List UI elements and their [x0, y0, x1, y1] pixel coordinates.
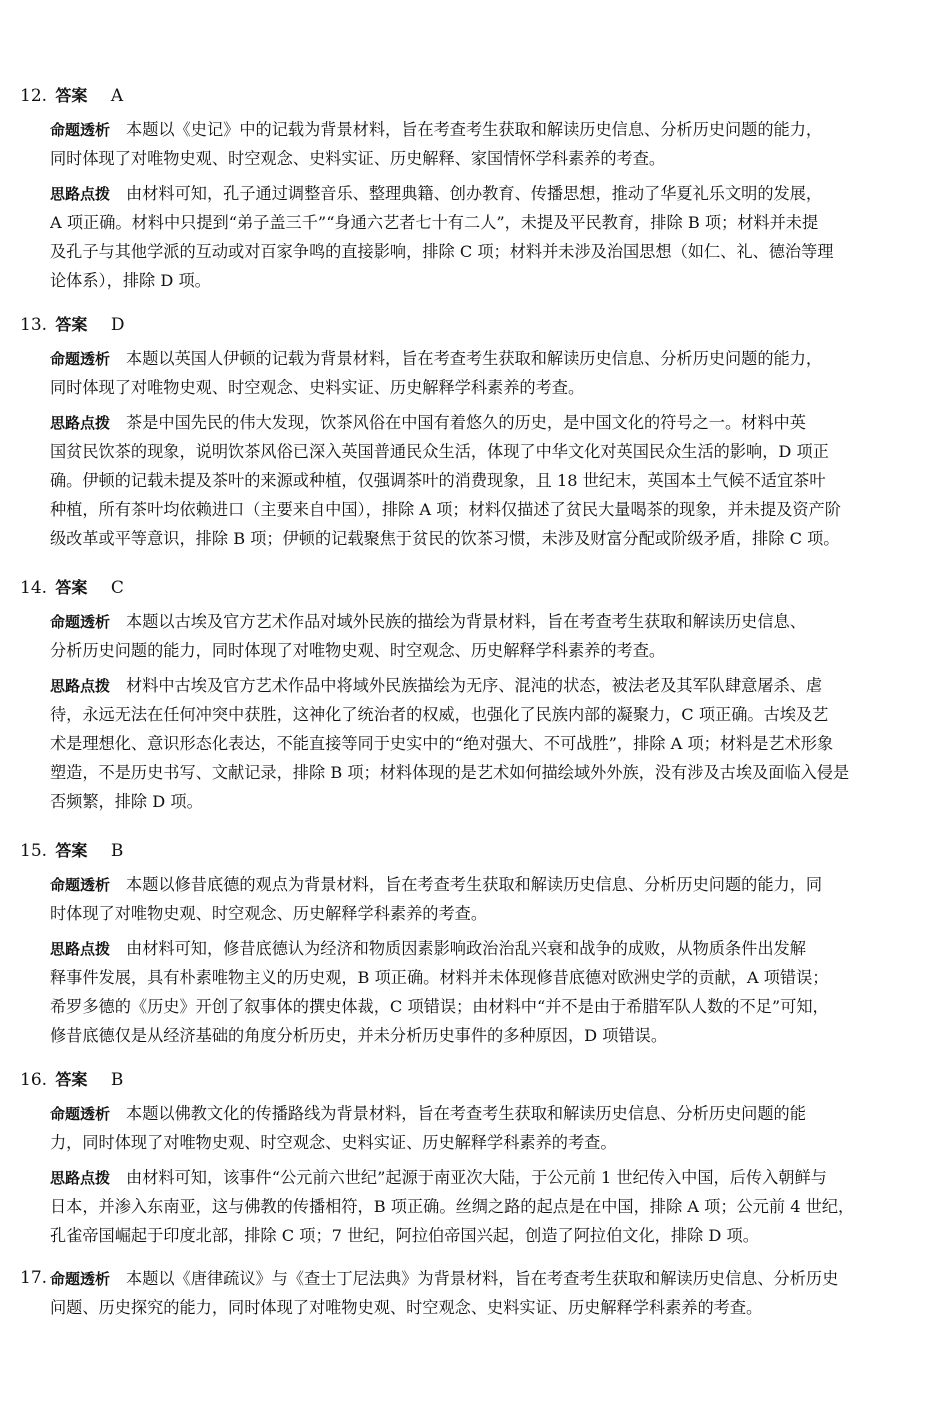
hint-text: 由材料可知，修昔底德认为经济和物质因素影响政治治乱兴衰和战争的成败，从物质条件出发解: [126, 939, 806, 958]
answer-value: A: [110, 86, 124, 106]
analysis-text: 本题以《唐律疏议》与《查士丁尼法典》为背景材料，旨在考查考生获取和解读历史信息、分析历史: [126, 1269, 839, 1288]
hint-text: 释事件发展，具有朴素唯物主义的历史观，B 项正确。材料并未体现修昔底德对欧洲史学的贡献，A 项错误；: [50, 968, 829, 987]
analysis-text: 同时体现了对唯物史观、时空观念、史料实证、历史解释、家国情怀学科素养的考查。: [50, 149, 666, 168]
hint-text: 茶是中国先民的伟大发现，饮茶风俗在中国有着悠久的历史，是中国文化的符号之一。材料中英: [126, 413, 806, 432]
analysis-label: 命题透析: [50, 1105, 111, 1123]
hint-text: 种植，所有茶叶均依赖进口（主要来自中国），排除 A 项；材料仅描述了贫民大量喝茶的现象，并未提及资产阶: [50, 500, 841, 519]
question-number: 15.: [20, 841, 48, 861]
answer-label: 答案: [55, 578, 88, 597]
hint-label: 思路点拨: [50, 940, 111, 958]
answer-value: B: [110, 841, 124, 861]
analysis-block: [50, 115, 930, 173]
hint-text: 否频繁，排除 D 项。: [50, 792, 203, 811]
hint-label: 思路点拨: [50, 185, 111, 203]
hint-text: 级改革或平等意识，排除 B 项；伊顿的记载聚焦于贫民的饮茶习惯，未涉及财富分配或阶级矛盾，排除 C 项。: [50, 529, 840, 548]
hint-text: 论体系），排除 D 项。: [50, 271, 211, 290]
hint-text: 待，永远无法在任何冲突中获胜，这神化了统治者的权威，也强化了民族内部的凝聚力，C 项正确。古埃及艺: [50, 705, 829, 724]
hint-text: 材料中古埃及官方艺术作品中将域外民族描绘为无序、混沌的状态，被法老及其军队肆意屠杀、虐: [126, 676, 823, 695]
question-number: 12.: [20, 86, 48, 106]
question-header: [20, 82, 123, 110]
hint-text: 塑造，不是历史书写、文献记录，排除 B 项；材料体现的是艺术如何描绘域外外族，没有涉及古埃及面临入侵是: [50, 763, 850, 782]
analysis-text: 时体现了对唯物史观、时空观念、历史解释学科素养的考查。: [50, 904, 488, 923]
analysis-text: 同时体现了对唯物史观、时空观念、史料实证、历史解释学科素养的考查。: [50, 378, 585, 397]
analysis-text: 问题、历史探究的能力，同时体现了对唯物史观、时空观念、史料实证、历史解释学科素养的考查。: [50, 1298, 763, 1317]
hint-text: 国贫民饮茶的现象，说明饮茶风俗已深入英国普通民众生活，体现了中华文化对英国民众生活的影响，D 项正: [50, 442, 829, 461]
hint-label: 思路点拨: [50, 677, 111, 695]
analysis-block: [50, 607, 930, 665]
question-number: 14.: [20, 578, 48, 598]
question-header: [20, 1066, 123, 1094]
question-header: [20, 574, 124, 602]
hint-block: [50, 671, 930, 816]
analysis-text: 本题以修昔底德的观点为背景材料，旨在考查考生获取和解读历史信息、分析历史问题的能力，同: [126, 875, 823, 894]
hint-text: 及孔子与其他学派的互动或对百家争鸣的直接影响，排除 C 项；材料并未涉及治国思想（如仁、礼、德治等理: [50, 242, 834, 261]
question-number: 13.: [20, 315, 48, 335]
hint-text: 孔雀帝国崛起于印度北部，排除 C 项；7 世纪，阿拉伯帝国兴起，创造了阿拉伯文化，排除 D 项。: [50, 1226, 759, 1245]
hint-text: 日本，并渗入东南亚，这与佛教的传播相符，B 项正确。丝绸之路的起点是在中国，排除 A 项；公元前 4 世纪，: [50, 1197, 855, 1216]
question-header: [20, 1264, 50, 1293]
answer-label: 答案: [55, 1070, 88, 1089]
answer-value: D: [110, 315, 125, 335]
question-number: 16.: [20, 1070, 48, 1090]
analysis-label: 命题透析: [50, 613, 111, 631]
answer-label: 答案: [55, 841, 88, 860]
hint-text: 由材料可知，孔子通过调整音乐、整理典籍、创办教育、传播思想，推动了华夏礼乐文明的发展，: [126, 184, 823, 203]
analysis-label: 命题透析: [50, 876, 111, 894]
question-header: [20, 837, 123, 865]
hint-label: 思路点拨: [50, 414, 111, 432]
analysis-block: [50, 1099, 930, 1157]
hint-block: [50, 1163, 930, 1250]
analysis-text: 本题以《史记》中的记载为背景材料，旨在考查考生获取和解读历史信息、分析历史问题的能力，: [126, 120, 823, 139]
analysis-label: 命题透析: [50, 350, 111, 368]
answer-value: C: [110, 578, 124, 598]
hint-block: [50, 408, 930, 553]
hint-block: [50, 179, 930, 295]
hint-block: [50, 934, 930, 1050]
hint-text: 由材料可知，该事件“公元前六世纪”起源于南亚次大陆，于公元前 1 世纪传入中国，后传入朝鲜与: [126, 1168, 827, 1187]
answer-label: 答案: [55, 86, 88, 105]
question-number: 17.: [20, 1268, 48, 1288]
analysis-text: 本题以古埃及官方艺术作品对域外民族的描绘为背景材料，旨在考查考生获取和解读历史信息、: [126, 612, 806, 631]
analysis-block: [50, 344, 930, 402]
hint-label: 思路点拨: [50, 1169, 111, 1187]
analysis-block: [50, 870, 930, 928]
analysis-block: [50, 1264, 930, 1322]
analysis-text: 本题以佛教文化的传播路线为背景材料，旨在考查考生获取和解读历史信息、分析历史问题的能: [126, 1104, 806, 1123]
hint-text: 希罗多德的《历史》开创了叙事体的撰史体裁，C 项错误；由材料中“并不是由于希腊军队人数的不足”可知，: [50, 997, 829, 1016]
analysis-text: 力，同时体现了对唯物史观、时空观念、史料实证、历史解释学科素养的考查。: [50, 1133, 617, 1152]
hint-text: A 项正确。材料中只提到“弟子盖三千”“身通六艺者七十有二人”，未提及平民教育，排除 B 项；材料并未提: [50, 213, 819, 232]
analysis-label: 命题透析: [50, 1270, 111, 1288]
hint-text: 术是理想化、意识形态化表达，不能直接等同于史实中的“绝对强大、不可战胜”，排除 A 项；材料是艺术形象: [50, 734, 834, 753]
answer-label: 答案: [55, 315, 88, 334]
analysis-text: 分析历史问题的能力，同时体现了对唯物史观、时空观念、历史解释学科素养的考查。: [50, 641, 666, 660]
hint-text: 修昔底德仅是从经济基础的角度分析历史，并未分析历史事件的多种原因，D 项错误。: [50, 1026, 668, 1045]
question-header: [20, 311, 124, 339]
answer-value: B: [110, 1070, 124, 1090]
hint-text: 确。伊顿的记载未提及茶叶的来源或种植，仅强调茶叶的消费现象，且 18 世纪末，英国本土气候不适宜茶叶: [50, 471, 826, 490]
analysis-text: 本题以英国人伊顿的记载为背景材料，旨在考查考生获取和解读历史信息、分析历史问题的能力，: [126, 349, 823, 368]
analysis-label: 命题透析: [50, 121, 111, 139]
